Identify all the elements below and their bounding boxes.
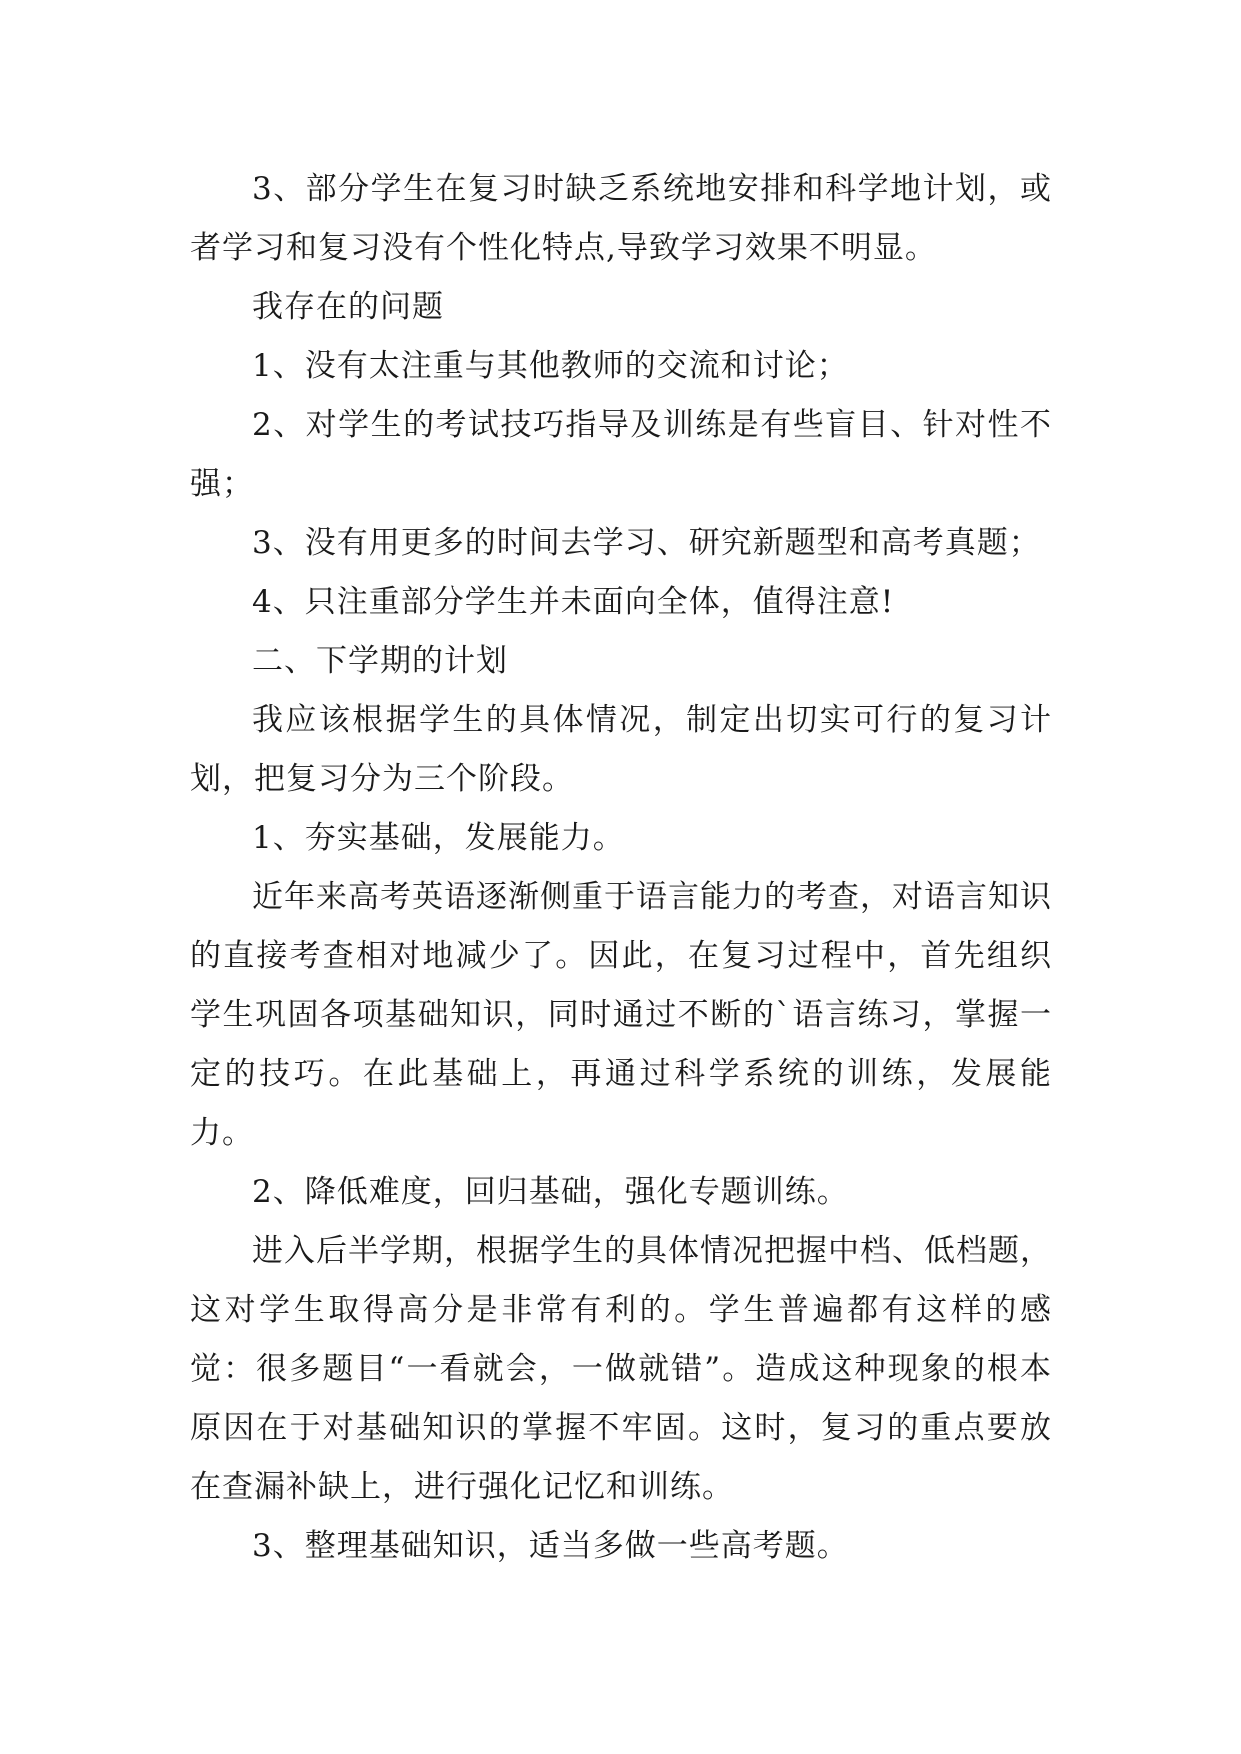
paragraph-6: 4、只注重部分学生并未面向全体，值得注意! <box>252 584 895 620</box>
paragraph-12: 进入后半学期，根据学生的具体情况把握中档、低档题，这对学生取得高分是非常有利的。学生普遍都有这样的感觉：很多题目“一看就会，一做就错”。造成这种现象的根本原因在于对基础知识的掌握不牢固。这时，复习的重点要放在查漏补缺上，进行强化记忆和训练。 <box>190 1233 1052 1505</box>
paragraph-5: 3、没有用更多的时间去学习、研究新题型和高考真题； <box>252 525 1041 561</box>
section-heading: 二、下学期的计划 <box>252 643 508 679</box>
paragraph-10: 近年来高考英语逐渐侧重于语言能力的考查，对语言知识的直接考查相对地减少了。因此，在复习过程中，首先组织学生巩固各项基础知识，同时通过不断的`语言练习，掌握一定的技巧。在此基础上，再通过科学系统的训练，发展能力。 <box>190 879 1052 1151</box>
paragraph-4: 2、对学生的考试技巧指导及训练是有些盲目、针对性不强； <box>190 407 1052 502</box>
paragraph-1: 3、部分学生在复习时缺乏系统地安排和科学地计划，或者学习和复习没有个性化特点,导致学习效果不明显。 <box>190 171 1052 266</box>
paragraph-13: 3、整理基础知识，适当多做一些高考题。 <box>252 1528 849 1564</box>
paragraph-11: 2、降低难度，回归基础，强化专题训练。 <box>252 1174 849 1210</box>
paragraph-3: 1、没有太注重与其他教师的交流和讨论； <box>252 348 849 384</box>
document-body <box>190 160 1052 1576</box>
paragraph-9: 1、夯实基础，发展能力。 <box>252 820 625 856</box>
paragraph-8: 我应该根据学生的具体情况，制定出切实可行的复习计划，把复习分为三个阶段。 <box>190 702 1052 797</box>
paragraph-2: 我存在的问题 <box>252 289 444 325</box>
